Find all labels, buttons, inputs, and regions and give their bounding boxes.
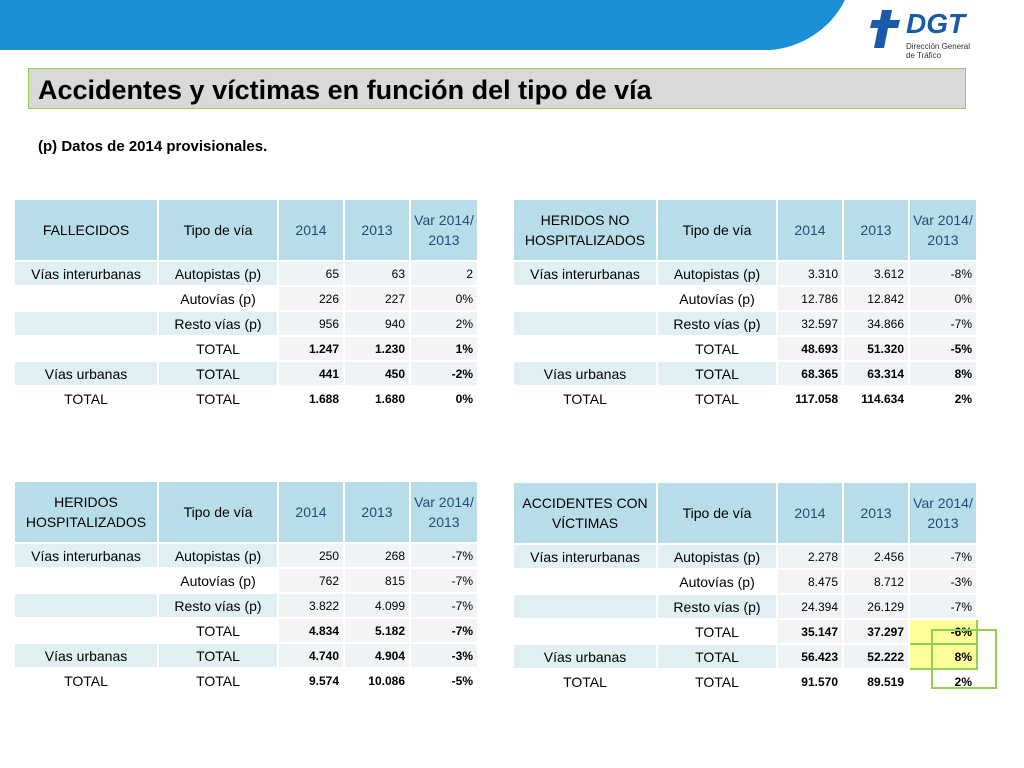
row-road-type: Autovías (p): [158, 568, 278, 593]
value-variation: 0%: [909, 286, 977, 311]
table-row: [513, 261, 977, 286]
row-road-type: Autopistas (p): [657, 261, 777, 286]
value-2013: 5.182: [344, 618, 410, 643]
logo-subtitle: [906, 42, 970, 60]
dgt-logo: [870, 8, 980, 63]
table-row: [513, 386, 977, 411]
column-header-2013: 2013: [843, 199, 909, 261]
row-group-label: [513, 569, 657, 594]
table-row: [513, 361, 977, 386]
logo-subtitle-line2: de Tráfico: [906, 51, 942, 60]
value-2014: 250: [278, 543, 344, 568]
value-2013: 34.866: [843, 311, 909, 336]
row-road-type: Resto vías (p): [657, 594, 777, 619]
table-fallecidos: [13, 198, 479, 412]
column-header-2013: 2013: [843, 482, 909, 544]
column-header-var: Var 2014/ 2013: [410, 199, 478, 261]
value-variation: 0%: [410, 286, 478, 311]
table-row: [14, 261, 478, 286]
value-variation: -7%: [410, 543, 478, 568]
row-road-type: TOTAL: [158, 643, 278, 668]
value-2013: 26.129: [843, 594, 909, 619]
column-header-tipo: Tipo de vía: [657, 482, 777, 544]
value-2014: 32.597: [777, 311, 843, 336]
value-variation: 2: [410, 261, 478, 286]
row-road-type: Autovías (p): [158, 286, 278, 311]
row-group-label: TOTAL: [14, 668, 158, 693]
row-road-type: TOTAL: [158, 386, 278, 411]
value-2013: 268: [344, 543, 410, 568]
page-title: Accidentes y víctimas en función del tipo de vía: [38, 75, 652, 105]
row-group-label: [14, 311, 158, 336]
table-row: [14, 336, 478, 361]
row-group-label: Vías urbanas: [14, 643, 158, 668]
value-2014: 65: [278, 261, 344, 286]
value-2013: 10.086: [344, 668, 410, 693]
provisional-note: (p) Datos de 2014 provisionales.: [38, 138, 268, 155]
table-title-header: HERIDOS HOSPITALIZADOS: [14, 481, 158, 543]
table-header-row: [513, 199, 977, 261]
table-title-header: ACCIDENTES CON VÍCTIMAS: [513, 482, 657, 544]
row-road-type: TOTAL: [657, 361, 777, 386]
value-2014: 1.688: [278, 386, 344, 411]
value-2013: 8.712: [843, 569, 909, 594]
table-row: [513, 544, 977, 569]
table-row: [14, 568, 478, 593]
value-2014: 56.423: [777, 644, 843, 669]
row-group-label: TOTAL: [513, 386, 657, 411]
value-2013: 63: [344, 261, 410, 286]
logo-word: DGT: [906, 8, 966, 39]
blue-wave-shape: [0, 0, 845, 50]
row-group-label: [513, 594, 657, 619]
row-road-type: Resto vías (p): [158, 311, 278, 336]
value-2013: 940: [344, 311, 410, 336]
table-row: [513, 619, 977, 644]
column-header-2013: 2013: [344, 199, 410, 261]
row-group-label: Vías interurbanas: [513, 261, 657, 286]
value-2013: 12.842: [843, 286, 909, 311]
value-2013: 4.904: [344, 643, 410, 668]
row-group-label: [513, 619, 657, 644]
value-2014: 3.310: [777, 261, 843, 286]
column-header-2014: 2014: [278, 481, 344, 543]
row-road-type: TOTAL: [657, 619, 777, 644]
value-2013: 3.612: [843, 261, 909, 286]
row-group-label: Vías urbanas: [513, 361, 657, 386]
value-variation: -7%: [410, 568, 478, 593]
dgt-cross-icon: [870, 8, 906, 52]
value-2014: 91.570: [777, 669, 843, 694]
value-2013: 37.297: [843, 619, 909, 644]
row-road-type: TOTAL: [657, 386, 777, 411]
value-2014: 8.475: [777, 569, 843, 594]
table-row: [513, 669, 977, 694]
table-row: [513, 286, 977, 311]
table-accidentes-con-victimas: [512, 481, 978, 695]
value-2014: 4.834: [278, 618, 344, 643]
value-variation: -7%: [909, 544, 977, 569]
table-row: [14, 593, 478, 618]
row-road-type: TOTAL: [657, 644, 777, 669]
column-header-2014: 2014: [777, 199, 843, 261]
value-2014: 24.394: [777, 594, 843, 619]
row-group-label: Vías interurbanas: [513, 544, 657, 569]
value-2014: 48.693: [777, 336, 843, 361]
column-header-2014: 2014: [278, 199, 344, 261]
table-row: [513, 569, 977, 594]
value-2013: 815: [344, 568, 410, 593]
row-road-type: TOTAL: [657, 669, 777, 694]
value-variation: 2%: [909, 669, 977, 694]
value-variation: -8%: [909, 261, 977, 286]
table-row: [14, 618, 478, 643]
value-variation: -7%: [909, 594, 977, 619]
value-variation: -5%: [410, 668, 478, 693]
value-variation: 0%: [410, 386, 478, 411]
table-row: [14, 543, 478, 568]
value-2013: 2.456: [843, 544, 909, 569]
value-variation: 2%: [410, 311, 478, 336]
row-group-label: [513, 336, 657, 361]
table-header-row: [14, 199, 478, 261]
row-group-label: [14, 336, 158, 361]
column-header-tipo: Tipo de vía: [158, 481, 278, 543]
row-group-label: TOTAL: [513, 669, 657, 694]
value-2014: 441: [278, 361, 344, 386]
row-group-label: Vías interurbanas: [14, 543, 158, 568]
row-road-type: TOTAL: [158, 361, 278, 386]
table-header-row: [14, 481, 478, 543]
table-header-row: [513, 482, 977, 544]
row-road-type: TOTAL: [158, 336, 278, 361]
column-header-var: Var 2014/ 2013: [909, 482, 977, 544]
value-2014: 4.740: [278, 643, 344, 668]
table-title-header: HERIDOS NO HOSPITALIZADOS: [513, 199, 657, 261]
column-header-tipo: Tipo de vía: [158, 199, 278, 261]
table-title-header: FALLECIDOS: [14, 199, 158, 261]
value-2014: 762: [278, 568, 344, 593]
table-row: [14, 311, 478, 336]
logo-subtitle-line1: Dirección General: [906, 42, 971, 51]
row-group-label: [14, 618, 158, 643]
value-2013: 52.222: [843, 644, 909, 669]
value-variation: 2%: [909, 386, 977, 411]
value-variation: -7%: [410, 593, 478, 618]
column-header-2014: 2014: [777, 482, 843, 544]
row-group-label: [513, 286, 657, 311]
column-header-tipo: Tipo de vía: [657, 199, 777, 261]
row-group-label: [14, 568, 158, 593]
row-road-type: Autopistas (p): [657, 544, 777, 569]
value-2013: 1.230: [344, 336, 410, 361]
value-2014: 117.058: [777, 386, 843, 411]
column-header-2013: 2013: [344, 481, 410, 543]
value-2014: 3.822: [278, 593, 344, 618]
value-2014: 226: [278, 286, 344, 311]
table-row: [14, 286, 478, 311]
value-2014: 2.278: [777, 544, 843, 569]
row-group-label: Vías urbanas: [513, 644, 657, 669]
table-row: [14, 386, 478, 411]
value-variation: -2%: [410, 361, 478, 386]
row-road-type: Resto vías (p): [657, 311, 777, 336]
value-variation: -3%: [909, 569, 977, 594]
row-group-label: Vías urbanas: [14, 361, 158, 386]
value-variation: -6%: [909, 619, 977, 644]
row-road-type: TOTAL: [158, 618, 278, 643]
table-row: [14, 668, 478, 693]
row-road-type: Autovías (p): [657, 286, 777, 311]
value-variation: -7%: [909, 311, 977, 336]
value-2013: 63.314: [843, 361, 909, 386]
table-row: [14, 643, 478, 668]
value-2014: 1.247: [278, 336, 344, 361]
value-variation: -5%: [909, 336, 977, 361]
row-group-label: Vías interurbanas: [14, 261, 158, 286]
value-2013: 1.680: [344, 386, 410, 411]
row-road-type: Autovías (p): [657, 569, 777, 594]
value-2013: 51.320: [843, 336, 909, 361]
row-road-type: Resto vías (p): [158, 593, 278, 618]
row-group-label: [14, 286, 158, 311]
row-road-type: Autopistas (p): [158, 543, 278, 568]
value-2013: 450: [344, 361, 410, 386]
value-variation: -7%: [410, 618, 478, 643]
row-road-type: Autopistas (p): [158, 261, 278, 286]
value-2014: 956: [278, 311, 344, 336]
value-2014: 68.365: [777, 361, 843, 386]
table-row: [513, 336, 977, 361]
row-group-label: [14, 593, 158, 618]
title-box: [28, 68, 966, 109]
row-road-type: TOTAL: [657, 336, 777, 361]
table-heridos-hospitalizados: [13, 480, 479, 694]
value-2014: 12.786: [777, 286, 843, 311]
row-group-label: TOTAL: [14, 386, 158, 411]
row-road-type: TOTAL: [158, 668, 278, 693]
table-row: [14, 361, 478, 386]
row-group-label: [513, 311, 657, 336]
value-2013: 114.634: [843, 386, 909, 411]
table-row: [513, 311, 977, 336]
column-header-var: Var 2014/ 2013: [410, 481, 478, 543]
value-variation: 1%: [410, 336, 478, 361]
value-variation: -3%: [410, 643, 478, 668]
value-2013: 4.099: [344, 593, 410, 618]
value-2013: 227: [344, 286, 410, 311]
value-2014: 35.147: [777, 619, 843, 644]
value-variation: 8%: [909, 644, 977, 669]
value-2013: 89.519: [843, 669, 909, 694]
table-row: [513, 594, 977, 619]
table-heridos-no-hospitalizados: [512, 198, 978, 412]
value-variation: 8%: [909, 361, 977, 386]
column-header-var: Var 2014/ 2013: [909, 199, 977, 261]
table-row: [513, 644, 977, 669]
value-2014: 9.574: [278, 668, 344, 693]
